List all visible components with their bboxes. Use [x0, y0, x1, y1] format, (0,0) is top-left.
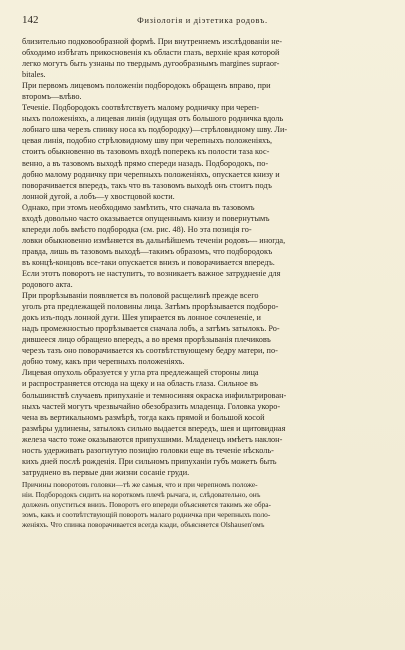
text-line: поворачивается впередъ, такъ что въ тазовомъ выходѣ онъ стоитъ подъ [22, 180, 272, 190]
text-line: черезъ тазъ оно поворачивается къ соотвѣтствующему бедру матери, по- [22, 346, 278, 356]
text-line: уголъ рта предлежащей половины лица. Затѣмъ прорѣзывается подборо- [22, 302, 279, 312]
text-line: докъ изъ-подъ лонной дуги. Шея упирается въ лонное сочлененiе, и [22, 313, 261, 323]
text-line: железа часто тоже оказываются припухшими. Младенецъ имѣетъ наклон- [22, 434, 283, 444]
text-line: Лицевая опухоль образуется у угла рта предлежащей стороны лица [22, 368, 259, 378]
text-line: лобнаго шва черезъ спинку носа къ подбородку)—стрѣловидному шву. Ли- [22, 125, 288, 135]
footnote-line: Причины поворотовъ головки—тѣ же самыя, что и при черепномъ положе- [22, 479, 258, 489]
text-line: легко могутъ быть узнаны по твердымъ дугообразнымъ margines supraor- [22, 59, 280, 69]
text-line: ныхъ частей могутъ чрезвычайно обезобразить младенца. Головка укоро- [22, 401, 281, 411]
text-line: Однако, при этомъ необходимо замѣтить, что сначала въ тазовомъ [22, 202, 255, 212]
text-line: чена въ вертикальномъ размѣрѣ, тогда какъ прямой и большой косой [22, 412, 265, 422]
text-line: большинствѣ случаевъ припуханiе и темносиняя окраска инфильтрирован- [22, 390, 287, 400]
text-line: венно, а въ тазовомъ выходѣ прямо спереди назадъ. Подбородокъ, по- [22, 158, 269, 168]
text-line: дившееся лицо обращено впередъ, а во время прорѣзыванiя плечиковъ [22, 335, 271, 345]
text-line: затруднено въ первые дни жизни сосанiе груди. [22, 467, 190, 477]
text-line: При первомъ лицевомъ положенiи подбородокъ обращенъ вправо, при [22, 81, 271, 91]
text-line: Теченiе. Подбородокъ соотвѣтствуетъ малому родничку при череп- [22, 103, 259, 113]
footnote-text [22, 480, 383, 530]
text-line: надъ промежностью прорѣзывается сначала лобъ, а затѣмъ затылокъ. Ро- [22, 324, 280, 334]
text-line: При прорѣзыванiи появляется въ половой расщелинѣ прежде всего [22, 291, 259, 301]
text-line: близительно подковообразной формѣ. При внутреннемъ изслѣдованiи не- [22, 37, 283, 46]
footnote-line: зомъ, какъ и соотвѣтствующiй поворотъ малаго родничка при черепныхъ поло- [22, 510, 271, 520]
footnote-line: женiяхъ. Что спинка поворачивается всегда кзади, объясняется Olshausen'омъ [22, 520, 265, 530]
text-line: добно малому родничку при черепныхъ положенiяхъ, опускается книзу и [22, 169, 280, 179]
footnote-line: нiи. Подбородокъ сидитъ на короткомъ плечѣ рычага, и, слѣдовательно, онъ [22, 489, 261, 499]
text-line: второмъ—влѣво. [22, 92, 82, 102]
text-line: ловки обыкновенно измѣняется въ дальнѣйшемъ теченiи родовъ— иногда, [22, 235, 286, 245]
text-line: добно тому, какъ при черепныхъ положенiяхъ. [22, 357, 185, 367]
page-number: 142 [22, 14, 39, 26]
text-line: ность удерживать разогнутую позицiю головки еще въ теченiе нѣсколь- [22, 445, 274, 455]
running-title: Физiологiя и дiэтетика родовъ. [137, 16, 268, 25]
text-line: размѣры удлинены, затылокъ сильно выдается впередъ, шея и щитовидная [22, 423, 286, 433]
text-line: обходимо избѣгать прикосновенiя къ области глазъ, верхнiе края которой [22, 48, 280, 58]
text-line: цевая линiя, подобно стрѣловидному шву при черепныхъ положенiяхъ, [22, 136, 273, 146]
text-line: кихъ дней послѣ рожденiя. При сильномъ припуханiи губъ можетъ быть [22, 456, 277, 466]
text-line: лонной дугой, а лобъ—у хвостцовой кости. [22, 191, 175, 201]
text-line: стоитъ обыкновенно въ тазовомъ входѣ поперекъ къ полости таза кос- [22, 147, 270, 157]
text-line: родового акта. [22, 280, 73, 290]
text-line: Если этотъ поворотъ не наступитъ, то возникаетъ важное затрудненiе для [22, 268, 281, 278]
text-line: ныхъ положенiяхъ, а лицевая линiя (идущая отъ большого родничка вдоль [22, 114, 284, 124]
text-line: bitales. [22, 70, 46, 80]
main-text [22, 36, 383, 478]
footnote-line: долженъ опуститься внизъ. Поворотъ его впереди объясняется такимъ же обра- [22, 499, 271, 509]
text-line: и распространяется отсюда на щеку и на область глаза. Сильное въ [22, 379, 258, 389]
text-line: кпереди лобъ вмѣсто подбородка (см. рис. 48). Но эта позицiя го- [22, 224, 252, 234]
text-line: въ концѣ-концовъ все-таки опускается внизъ и поворачивается впередъ. [22, 257, 275, 267]
page-header [22, 14, 383, 30]
text-line: входѣ довольно часто оказывается опущеннымъ книзу и повернутымъ [22, 213, 270, 223]
text-line: правда, лишь въ тазовомъ выходѣ—такимъ образомъ, что подбородокъ [22, 246, 273, 256]
